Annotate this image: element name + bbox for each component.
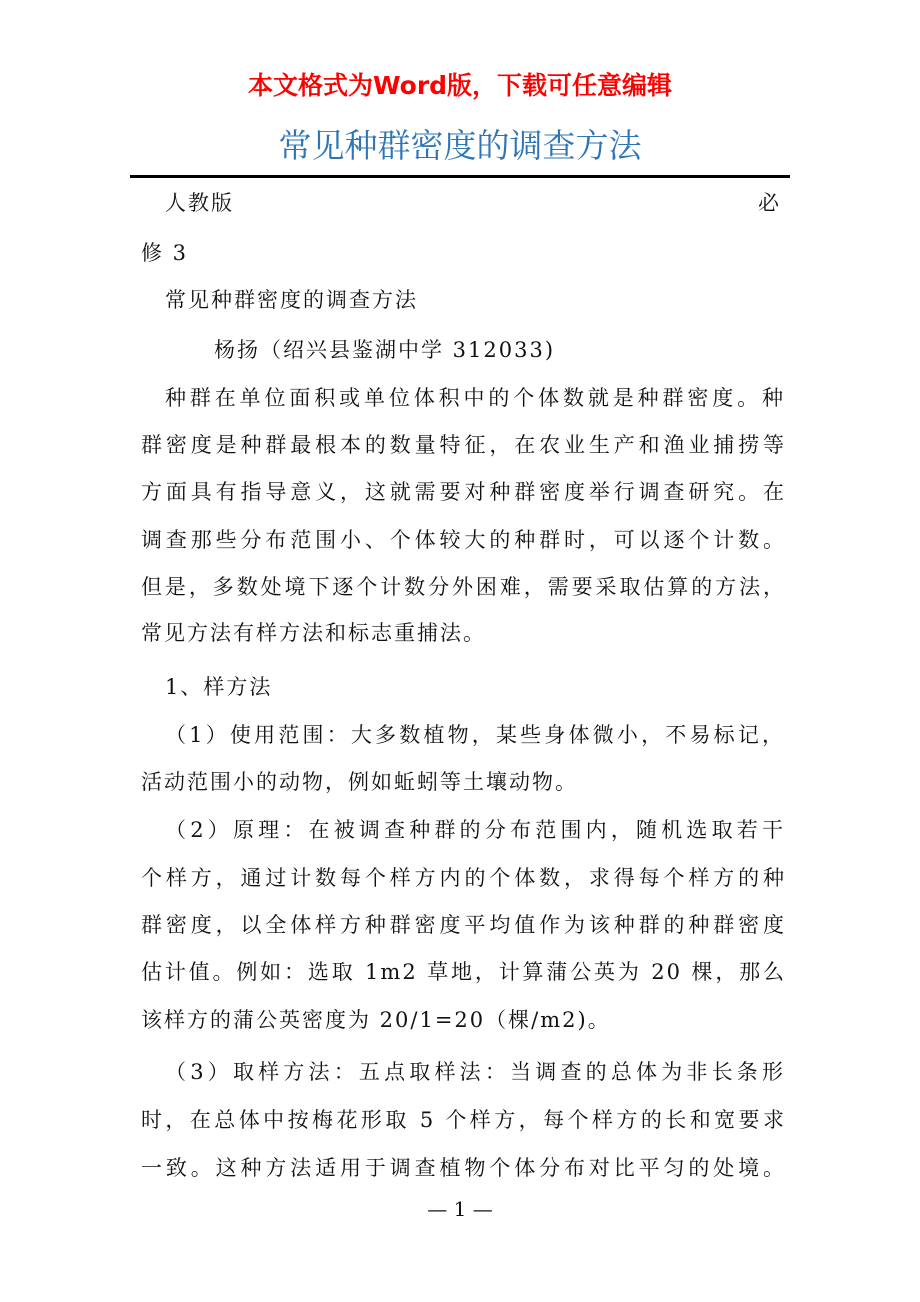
text-line: （3）取样方法：五点取样法：当调查的总体为非长条形 — [165, 1060, 785, 1084]
text-line: 估计值。例如：选取 1m2 草地，计算蒲公英为 20 棵，那么 — [141, 960, 786, 984]
text-line: 常见方法有样方法和标志重捕法。 — [141, 621, 486, 645]
text-line: 必 — [758, 191, 781, 215]
text-line: 个样方，通过计数每个样方内的个体数，求得每个样方的种 — [141, 866, 786, 890]
section-heading: 1、样方法 — [165, 675, 273, 699]
text-line: 群密度，以全体样方种群密度平均值作为该种群的种群密度 — [141, 913, 786, 937]
text-line: （2）原理：在被调查种群的分布范围内，随机选取若干 — [165, 818, 785, 842]
text-line: 调查那些分布范围小、个体较大的种群时，可以逐个计数。 — [141, 528, 786, 552]
text-line: 种群在单位面积或单位体积中的个体数就是种群密度。种 — [165, 386, 785, 410]
text-line: 修 3 — [141, 241, 189, 265]
text-line: 常见种群密度的调查方法 — [165, 288, 418, 312]
document-title: 常见种群密度的调查方法 — [278, 126, 642, 165]
page-number: — 1 — — [427, 1197, 493, 1221]
format-notice-banner: 本文格式为Word版，下载可任意编辑 — [247, 71, 673, 100]
text-line: 一致。这种方法适用于调查植物个体分布对比平匀的处境。 — [141, 1156, 786, 1180]
text-line: 该样方的蒲公英密度为 20/1=20（棵/m2)。 — [141, 1008, 611, 1032]
text-line: （1）使用范围：大多数植物，某些身体微小，不易标记， — [165, 723, 785, 747]
text-line: 人教版 — [165, 191, 234, 215]
text-line: 活动范围小的动物，例如蚯蚓等土壤动物。 — [141, 770, 578, 794]
text-line: 但是，多数处境下逐个计数分外困难，需要采取估算的方法， — [141, 575, 786, 599]
text-line: 时，在总体中按梅花形取 5 个样方，每个样方的长和宽要求 — [141, 1108, 786, 1132]
text-line: 方面具有指导意义，这就需要对种群密度举行调查研究。在 — [141, 480, 786, 504]
text-line: 群密度是种群最根本的数量特征，在农业生产和渔业捕捞等 — [141, 433, 786, 457]
title-divider — [130, 175, 790, 178]
author-line: 杨扬（绍兴县鉴湖中学 312033) — [214, 338, 556, 362]
